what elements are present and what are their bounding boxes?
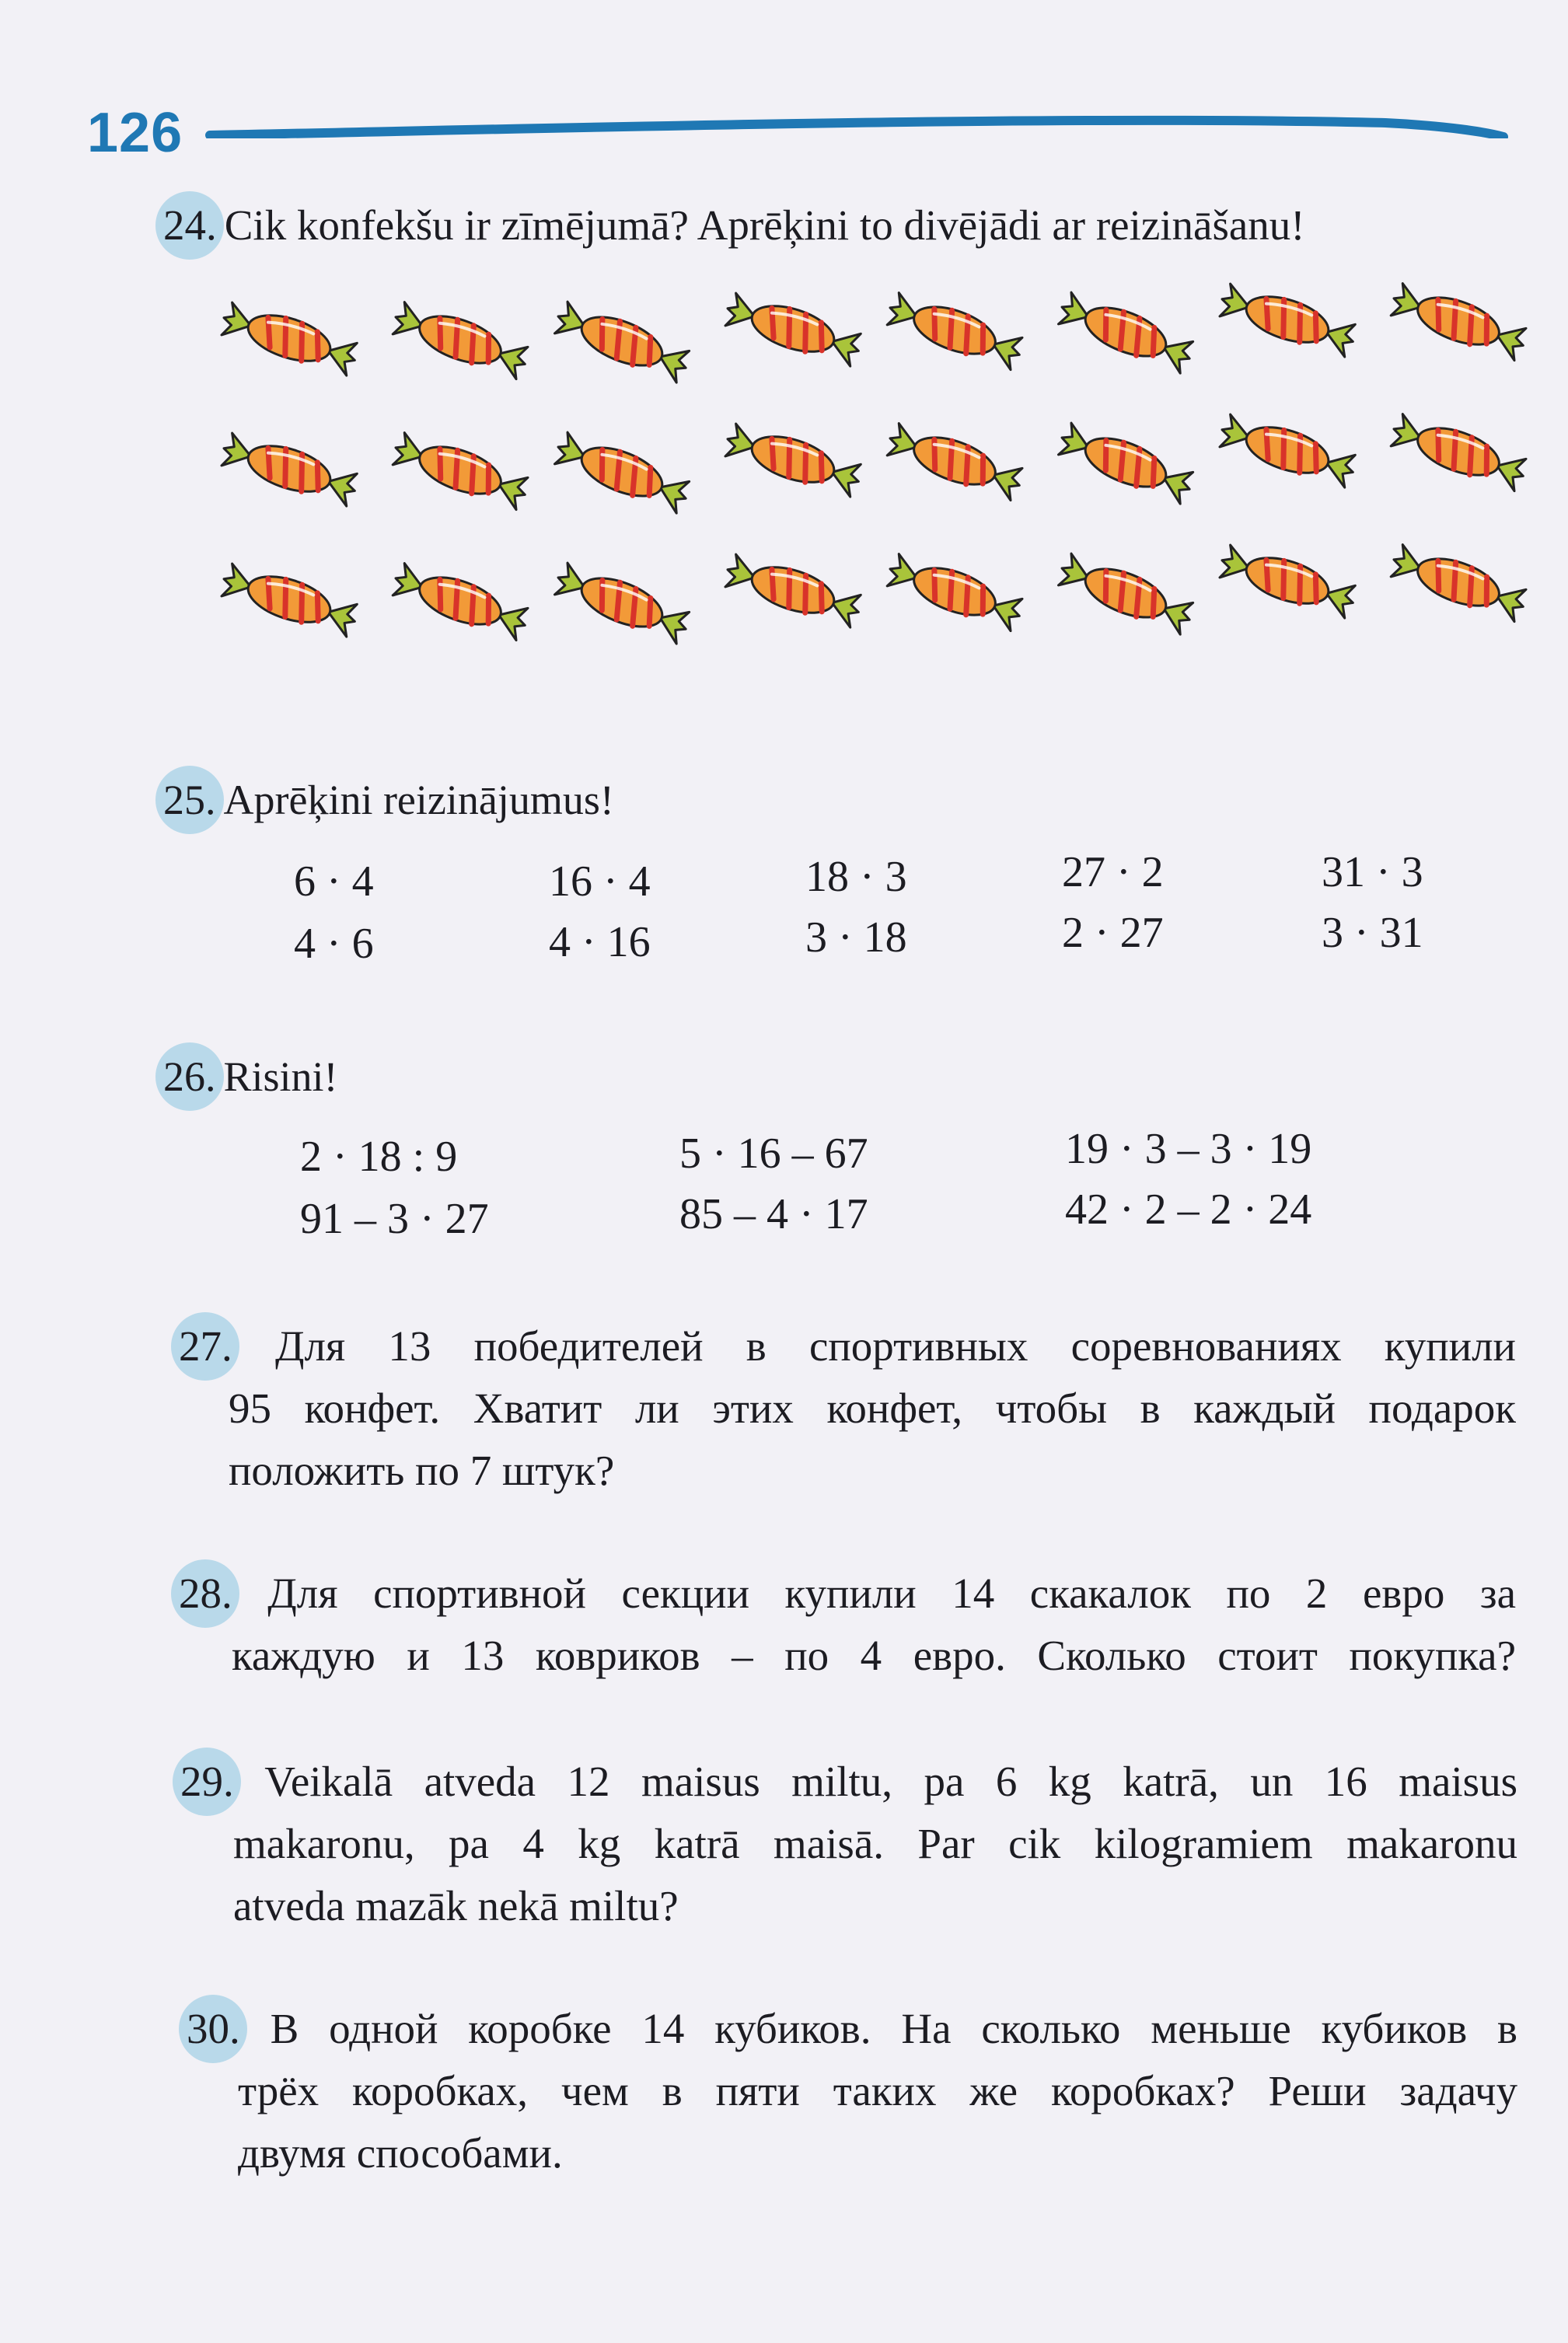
exercise-29 [180, 1751, 1517, 1937]
expression: 18 · 3 [805, 853, 907, 901]
exercise-line: 95 конфет. Хватит ли этих конфет, чтобы в каждый подарок [229, 1384, 1516, 1432]
candy-icon [389, 428, 533, 513]
candy-icon [1054, 289, 1198, 375]
expression: 19 · 3 – 3 · 19 [1065, 1125, 1312, 1173]
expression: 3 · 31 [1322, 909, 1423, 957]
expression: 5 · 16 – 67 [679, 1130, 868, 1178]
exercise-text: Aprēķini reizinājumus! [223, 777, 614, 823]
candy-icon [1054, 420, 1198, 505]
candy-icon [721, 547, 865, 633]
candy-icon [550, 560, 694, 645]
candy-icon [550, 429, 694, 515]
candy-icon [1216, 277, 1360, 362]
candy-icon [389, 297, 533, 382]
candy-icon [1216, 538, 1360, 623]
exercise-line: makaronu, pa 4 kg katrā maisā. Par cik kilogramiem makaronu [233, 1820, 1517, 1867]
expression: 42 · 2 – 2 · 24 [1065, 1185, 1312, 1234]
candy-icon [218, 426, 361, 512]
exercise-26 [163, 1053, 338, 1100]
candy-icon [218, 557, 361, 642]
expression: 31 · 3 [1322, 848, 1423, 896]
candy-icon [1387, 539, 1531, 625]
exercise-27 [179, 1315, 1516, 1502]
exercise-28 [179, 1563, 1516, 1687]
expression: 2 · 27 [1062, 909, 1164, 957]
exercise-line: положить по 7 штук? [229, 1447, 615, 1494]
exercise-number: 30. [187, 1998, 240, 2060]
expression: 3 · 18 [805, 913, 907, 962]
expression: 85 – 4 · 17 [679, 1190, 868, 1238]
exercise-line: В одной коробке 14 кубиков. На сколько меньше кубиков в [270, 2005, 1518, 2052]
exercise-line: двумя способами. [238, 2129, 563, 2177]
candy-icon [1387, 278, 1531, 364]
candy-icon [883, 418, 1027, 504]
candy-icon [218, 295, 361, 381]
exercise-number: 25. [163, 777, 216, 823]
candy-icon [1216, 407, 1360, 493]
expression: 4 · 6 [294, 920, 374, 968]
exercise-line: трёх коробках, чем в пяти таких же коробках? Реши задачу [238, 2067, 1517, 2114]
exercise-24 [163, 201, 1305, 249]
exercise-number: 28. [179, 1563, 232, 1625]
expression: 27 · 2 [1062, 848, 1164, 896]
candy-icon [1387, 409, 1531, 494]
expression: 6 · 4 [294, 857, 374, 906]
expression: 91 – 3 · 27 [300, 1195, 489, 1243]
candy-icon [550, 299, 694, 384]
exercise-text: Risini! [223, 1053, 338, 1100]
exercise-number: 29. [180, 1751, 234, 1813]
candy-icon [883, 288, 1027, 373]
expression: 16 · 4 [549, 857, 651, 906]
candy-icon [389, 558, 533, 644]
exercise-line: Для 13 победителей в спортивных соревнованиях купили [274, 1322, 1516, 1370]
candy-icon [883, 549, 1027, 634]
header-rule [204, 84, 1510, 138]
expression: 2 · 18 : 9 [300, 1133, 458, 1181]
exercise-30 [187, 1998, 1517, 2184]
exercise-line: atveda mazāk nekā miltu? [233, 1882, 679, 1929]
exercise-number: 26. [163, 1053, 216, 1100]
page-number: 126 [87, 102, 183, 164]
exercise-text: Cik konfekšu ir zīmējumā? Aprēķini to divējādi ar reizināšanu! [224, 201, 1305, 249]
exercise-line: Veikalā atveda 12 maisus miltu, pa 6 kg katrā, un 16 maisus [264, 1758, 1517, 1805]
exercise-25 [163, 779, 614, 821]
candy-illustration [218, 295, 1524, 669]
candy-icon [721, 286, 865, 372]
expression: 4 · 16 [549, 918, 651, 966]
candy-icon [1054, 550, 1198, 636]
exercise-line: Для спортивной секции купили 14 скакалок по 2 евро за [267, 1570, 1517, 1617]
exercise-line: каждую и 13 ковриков – по 4 евро. Сколько стоит покупка? [232, 1632, 1516, 1679]
exercise-number: 27. [179, 1315, 232, 1378]
exercise-number: 24. [163, 201, 217, 249]
candy-icon [721, 417, 865, 502]
